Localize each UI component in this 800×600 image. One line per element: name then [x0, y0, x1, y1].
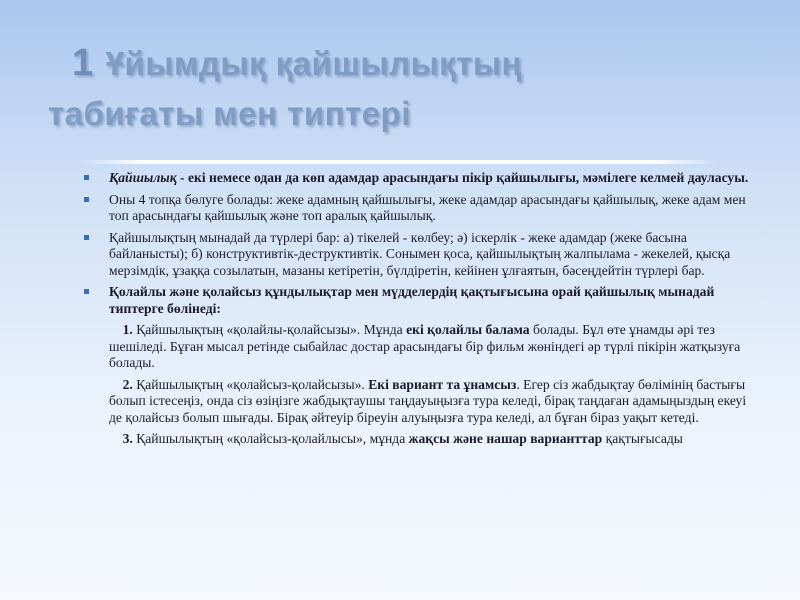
- sub-number: 3.: [122, 431, 133, 446]
- bullet-item: [82, 170, 762, 187]
- title-line-1: Ұйымдық қайшылықтың: [105, 45, 522, 82]
- slide-body: [82, 170, 762, 453]
- bullet-item: [82, 230, 762, 280]
- bullet-text: Қайшылықтың мынадай да түрлері бар: а) тікелей - көлбеу; ә) іскерлік - жеке адамдар (жеке басына байланысты); б) конструктивтік-деструктивтік. Сонымен қоса, қайшылықтың жалпылама - жекелей, қысқа мерзімдік, ұзаққа созылатын, мазаны кетіретін, бүлдіретін, кейінен ұлғаятын, бәсеңдейтін түрлері бар.: [109, 229, 731, 278]
- sub-number: 1.: [122, 322, 133, 337]
- title-number: 1: [72, 42, 94, 84]
- title-line-2: табиғаты мен типтері: [48, 95, 411, 132]
- sub-text: Қайшылықтың «қолайсыз-қолайсызы».: [132, 376, 369, 392]
- square-bullet-icon: [84, 197, 89, 202]
- sub-item-1: [82, 322, 762, 372]
- sub-item-2: [82, 377, 762, 427]
- square-bullet-icon: [84, 289, 89, 294]
- sub-highlight: екі қолайлы балама: [406, 322, 530, 337]
- square-bullet-icon: [84, 235, 89, 240]
- sub-item-3: [82, 431, 762, 448]
- bullet-text: - екі немесе одан да көп адамдар арасындағы пікір қайшылығы, мәмілеге келмей дауласуы.: [176, 170, 749, 185]
- sub-text: Қайшылықтың «қолайсыз-қолайлысы», мұнда: [132, 431, 409, 446]
- bullet-item: [82, 192, 762, 225]
- slide-title: [48, 38, 522, 139]
- title-divider: [82, 160, 716, 164]
- term-conflict: Қайшылық: [109, 170, 177, 185]
- square-bullet-icon: [84, 175, 89, 180]
- bullet-text: Оны 4 топқа бөлуге болады: жеке адамның қайшылығы, жеке адамдар арасындағы қайшылық, жеке адам мен топ арасындағы қайшылық және топ аралық қайшылық.: [109, 191, 746, 223]
- sub-text: . Егер сіз жабдықтау бөлімінің бастығы болып істесеңіз, онда сіз өзіңізге жабдықтаушы таңдауыңызға тура келеді, бірақ таңдаған адамыңыздың екеуі де қолайсыз болып шығады. Бірақ әйтеуір біреуін алуыңызға тура келеді, ал бұған біраз уақыт кетеді.: [109, 376, 747, 425]
- sub-highlight: Екі вариант та ұнамсыз: [368, 376, 517, 392]
- sub-text: қақтығысады: [602, 431, 683, 446]
- sub-highlight: жақсы және нашар варианттар: [408, 431, 603, 446]
- sub-text: болады. Бұл өте ұнамды әрі тез шешіледі. Бұған мысал ретінде сыбайлас достар арасындағы бір фильм жөніндегі әр түрлі пікірін жатқызуға болады.: [109, 322, 741, 370]
- sub-number: 2.: [122, 376, 133, 392]
- bullet-text: Қолайлы және қолайсыз құндылықтар мен мүдделердің қақтығысына орай қайшылық мынадай типтерге бөлінеді:: [109, 284, 715, 316]
- sub-text: Қайшылықтың «қолайлы-қолайсызы». Мұнда: [132, 322, 407, 337]
- bullet-item: [82, 284, 762, 317]
